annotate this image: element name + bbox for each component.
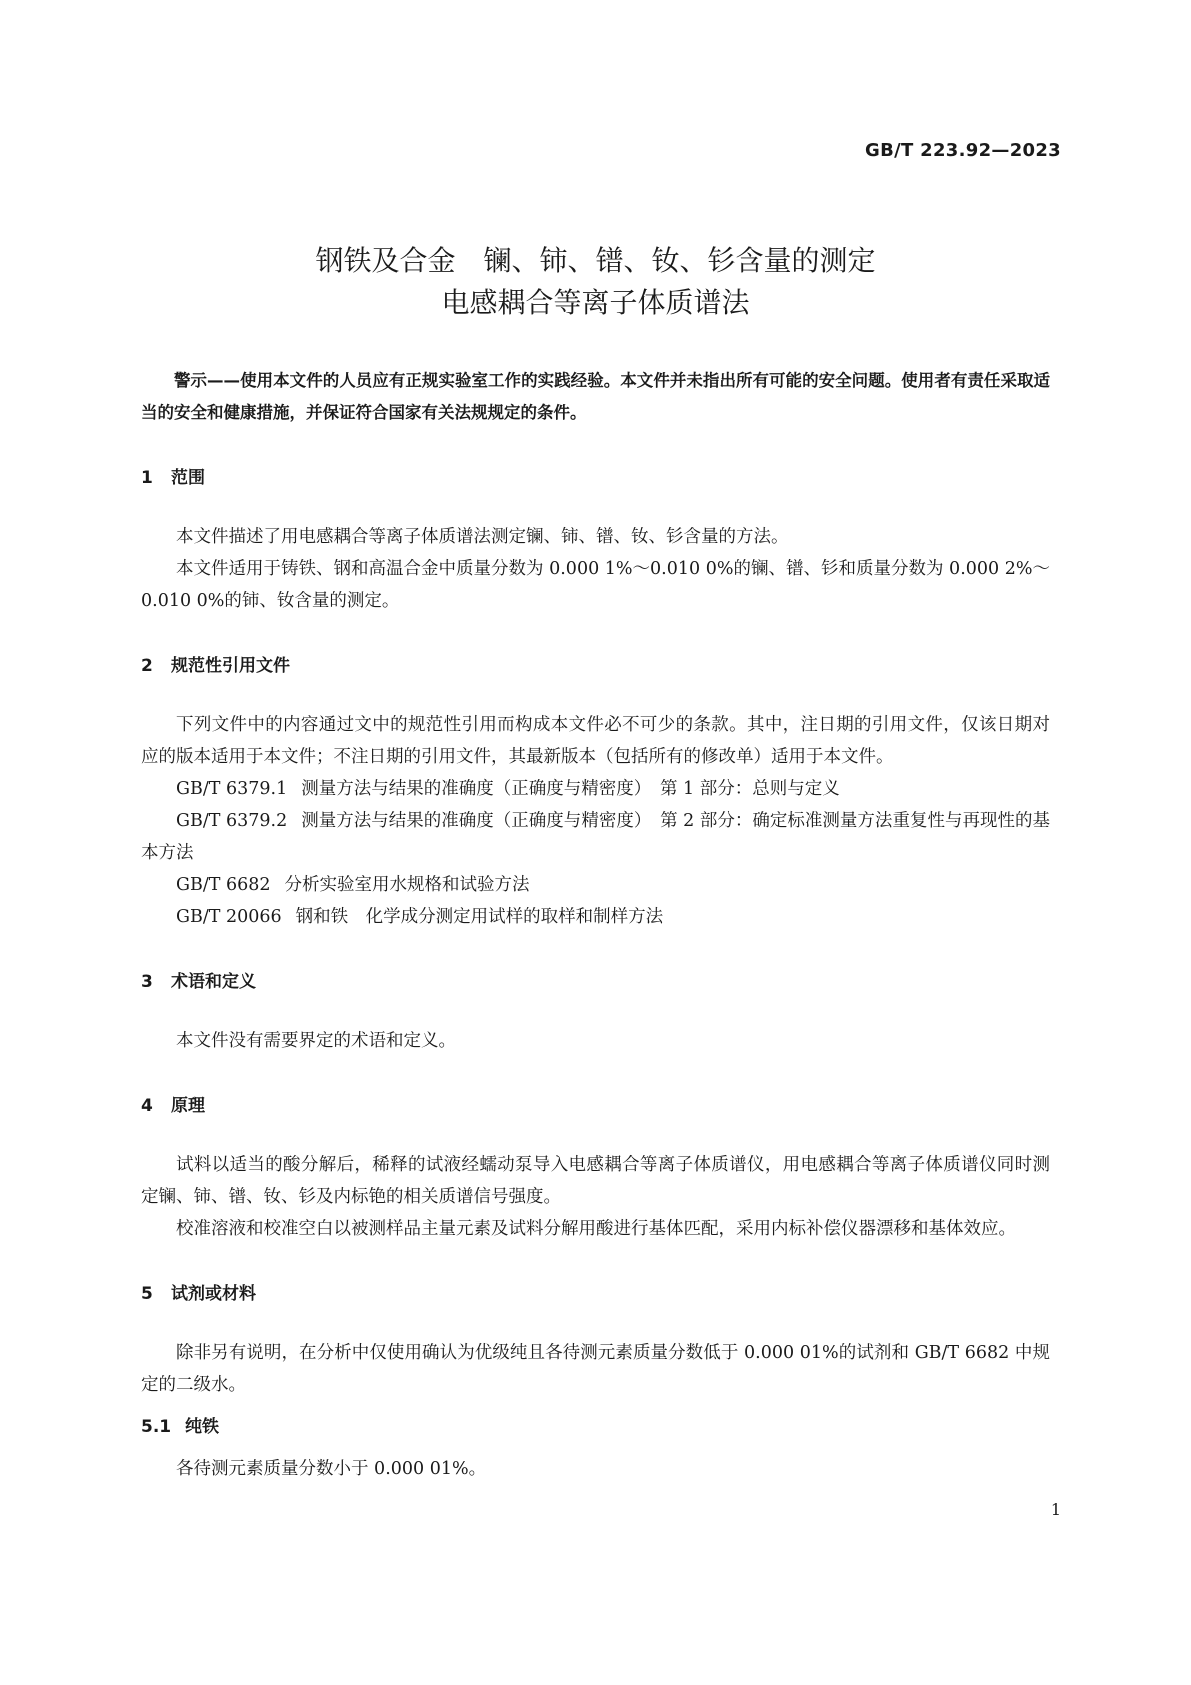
reference-item: [141, 805, 1050, 869]
title-line-1: 钢铁及合金 镧、铈、镨、钕、钐含量的测定: [315, 244, 876, 277]
section-2-heading: [141, 650, 1050, 682]
subsection-5-1-paragraph-1: 各待测元素质量分数小于 0.000 01%。: [176, 1459, 487, 1479]
reference-code: GB/T 6682: [176, 875, 271, 895]
reference-item: [141, 901, 1050, 933]
reference-title: 测量方法与结果的准确度（正确度与精密度） 第 2 部分：确定标准测量方法重复性与再现性的基本方法: [141, 811, 1050, 863]
reference-code: GB/T 6379.1: [176, 779, 288, 799]
subsection-title: 纯铁: [185, 1417, 219, 1437]
section-3-heading: [141, 966, 1050, 998]
section-1-paragraph-2: 本文件适用于铸铁、钢和高温合金中质量分数为 0.000 1%～0.010 0%的镧、镨、钐和质量分数为 0.000 2%～0.010 0%的铈、钕含量的测定。: [141, 559, 1050, 611]
reference-title: 分析实验室用水规格和试验方法: [284, 875, 530, 895]
section-number: 5: [141, 1284, 153, 1304]
section-number: 2: [141, 656, 153, 676]
reference-title: 测量方法与结果的准确度（正确度与精密度） 第 1 部分：总则与定义: [301, 779, 840, 799]
reference-item: [141, 869, 1050, 901]
section-5-paragraph-1: 除非另有说明，在分析中仅使用确认为优级纯且各待测元素质量分数低于 0.000 01%的试剂和 GB/T 6682 中规定的二级水。: [141, 1343, 1050, 1395]
section-3-paragraph-1: 本文件没有需要界定的术语和定义。: [176, 1031, 456, 1051]
standard-number: [865, 140, 1061, 161]
section-1-paragraph-1: 本文件描述了用电感耦合等离子体质谱法测定镧、铈、镨、钕、钐含量的方法。: [176, 527, 789, 547]
section-2-paragraph-1: 下列文件中的内容通过文中的规范性引用而构成本文件必不可少的条款。其中，注日期的引用文件，仅该日期对应的版本适用于本文件；不注日期的引用文件，其最新版本（包括所有的修改单）适用于本文件。: [141, 715, 1050, 767]
standard-prefix: GB/T: [865, 140, 914, 161]
section-title: 原理: [171, 1096, 205, 1116]
safety-warning: 警示——使用本文件的人员应有正规实验室工作的实践经验。本文件并未指出所有可能的安全问题。使用者有责任采取适当的安全和健康措施，并保证符合国家有关法规规定的条件。: [141, 371, 1050, 422]
section-number: 3: [141, 972, 153, 992]
page-number: 1: [1050, 1500, 1061, 1519]
document-body: [141, 365, 1050, 1485]
section-title: 规范性引用文件: [171, 656, 290, 676]
section-number: 1: [141, 468, 153, 488]
standard-code: 223.92—2023: [913, 140, 1061, 161]
subsection-5-1-heading: [141, 1411, 1050, 1443]
section-title: 范围: [171, 468, 205, 488]
reference-code: GB/T 20066: [176, 907, 282, 927]
section-number: 4: [141, 1096, 153, 1116]
section-title: 试剂或材料: [171, 1284, 256, 1304]
document-title: [0, 240, 1191, 324]
section-1-heading: [141, 462, 1050, 494]
reference-code: GB/T 6379.2: [176, 811, 288, 831]
reference-title: 钢和铁 化学成分测定用试样的取样和制样方法: [295, 907, 664, 927]
reference-item: [141, 773, 1050, 805]
section-5-heading: [141, 1278, 1050, 1310]
section-4-paragraph-1: 试料以适当的酸分解后，稀释的试液经蠕动泵导入电感耦合等离子体质谱仪，用电感耦合等离子体质谱仪同时测定镧、铈、镨、钕、钐及内标铯的相关质谱信号强度。: [141, 1155, 1050, 1207]
subsection-number: 5.1: [141, 1417, 172, 1437]
title-line-2: 电感耦合等离子体质谱法: [441, 286, 750, 319]
section-4-heading: [141, 1090, 1050, 1122]
section-title: 术语和定义: [171, 972, 256, 992]
section-4-paragraph-2: 校准溶液和校准空白以被测样品主量元素及试料分解用酸进行基体匹配，采用内标补偿仪器漂移和基体效应。: [176, 1219, 1016, 1239]
